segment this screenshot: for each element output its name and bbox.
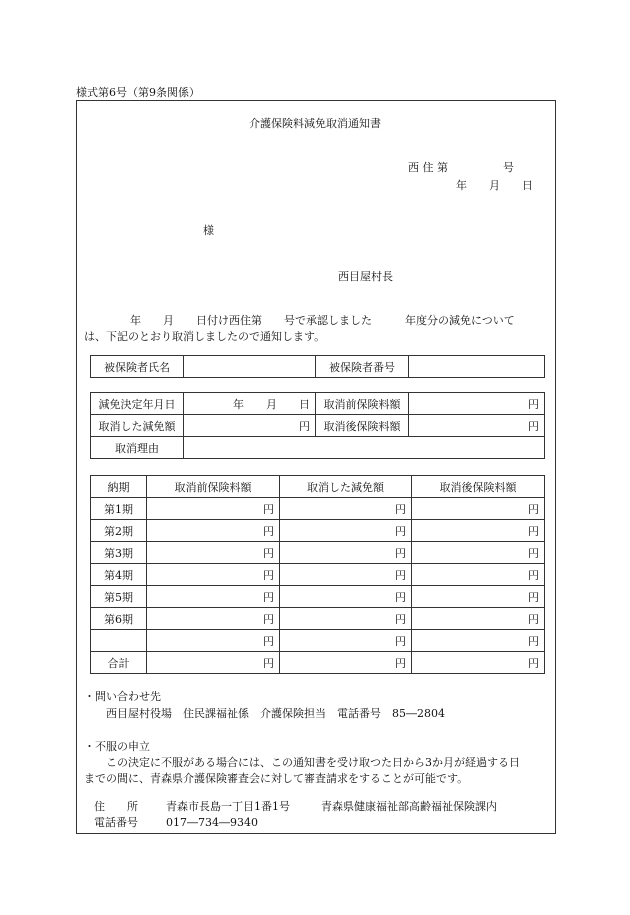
decision-date-label: 減免決定年月日: [91, 393, 184, 415]
insured-name-field[interactable]: [184, 356, 316, 378]
reason-field[interactable]: [184, 437, 545, 459]
header-after: 取消後保険料額: [412, 476, 545, 498]
schedule-header-row: [91, 476, 545, 498]
schedule-before-cell[interactable]: 円: [147, 542, 280, 564]
header-before: 取消前保険料額: [147, 476, 280, 498]
schedule-after-cell[interactable]: 円: [412, 608, 545, 630]
reason-label: 取消理由: [91, 437, 184, 459]
schedule-cancelled-cell[interactable]: 円: [280, 498, 412, 520]
schedule-row: [91, 608, 545, 630]
schedule-cancelled-cell[interactable]: 円: [280, 630, 412, 652]
insured-table: [90, 355, 545, 378]
schedule-after-cell[interactable]: 円: [412, 498, 545, 520]
schedule-row: [91, 520, 545, 542]
schedule-period-cell: 第1期: [91, 498, 147, 520]
schedule-row: [91, 630, 545, 652]
contact-heading: ・問い合わせ先: [84, 690, 161, 703]
issuer-name: 西目屋村長: [338, 270, 393, 283]
schedule-after-cell[interactable]: 円: [412, 630, 545, 652]
address-value: 青森市長島一丁目1番1号: [166, 800, 290, 813]
decision-date-field[interactable]: 年 月 日: [184, 393, 316, 415]
schedule-row: [91, 498, 545, 520]
document-number: 西 住 第 号: [408, 161, 514, 174]
header-cancelled: 取消した減免額: [280, 476, 412, 498]
appeal-line-2: までの間に、青森県介護保険審査会に対して審査請求をすることが可能です。: [84, 772, 469, 785]
schedule-before-cell[interactable]: 円: [147, 520, 280, 542]
after-total-field[interactable]: 円: [409, 415, 545, 437]
header-period: 納期: [91, 476, 147, 498]
document-title: 介護保険料減免取消通知書: [249, 117, 381, 130]
schedule-cancelled-cell[interactable]: 円: [280, 652, 412, 674]
before-total-label: 取消前保険料額: [316, 393, 409, 415]
schedule-period-cell: [91, 630, 147, 652]
insured-name-label: 被保険者氏名: [91, 356, 184, 378]
schedule-before-cell[interactable]: 円: [147, 652, 280, 674]
schedule-after-cell[interactable]: 円: [412, 564, 545, 586]
contact-detail: 西目屋村役場 住民課福祉係 介護保険担当 電話番号 85―2804: [106, 707, 445, 720]
schedule-period-cell: 第2期: [91, 520, 147, 542]
schedule-row: [91, 542, 545, 564]
office-name: 青森県健康福祉部高齢福祉保険課内: [321, 800, 497, 813]
schedule-cancelled-cell[interactable]: 円: [280, 520, 412, 542]
schedule-after-cell[interactable]: 円: [412, 542, 545, 564]
insured-number-label: 被保険者番号: [316, 356, 409, 378]
schedule-row: [91, 564, 545, 586]
appeal-heading: ・不服の申立: [84, 740, 150, 753]
schedule-before-cell[interactable]: 円: [147, 586, 280, 608]
schedule-cancelled-cell[interactable]: 円: [280, 564, 412, 586]
schedule-period-cell: 合計: [91, 652, 147, 674]
schedule-cancelled-cell[interactable]: 円: [280, 586, 412, 608]
schedule-before-cell[interactable]: 円: [147, 564, 280, 586]
schedule-after-cell[interactable]: 円: [412, 652, 545, 674]
schedule-row: [91, 652, 545, 674]
intro-line-2: は、下記のとおり取消しましたので通知します。: [84, 330, 326, 343]
cancelled-amount-label: 取消した減免額: [91, 415, 184, 437]
schedule-table: [90, 475, 545, 674]
insured-number-field[interactable]: [409, 356, 545, 378]
phone-value: 017―734―9340: [166, 816, 258, 829]
schedule-after-cell[interactable]: 円: [412, 520, 545, 542]
schedule-row: [91, 586, 545, 608]
phone-label: 電話番号: [94, 816, 138, 829]
cancelled-amount-field[interactable]: 円: [184, 415, 316, 437]
schedule-cancelled-cell[interactable]: 円: [280, 608, 412, 630]
schedule-period-cell: 第3期: [91, 542, 147, 564]
address-label: 住 所: [94, 800, 138, 813]
after-total-label: 取消後保険料額: [316, 415, 409, 437]
schedule-period-cell: 第6期: [91, 608, 147, 630]
schedule-before-cell[interactable]: 円: [147, 498, 280, 520]
before-total-field[interactable]: 円: [409, 393, 545, 415]
schedule-period-cell: 第5期: [91, 586, 147, 608]
schedule-after-cell[interactable]: 円: [412, 586, 545, 608]
schedule-before-cell[interactable]: 円: [147, 608, 280, 630]
form-label: 様式第6号（第9条関係）: [76, 86, 200, 99]
appeal-line-1: この決定に不服がある場合には、この通知書を受け取つた日から3か月が経過する日: [106, 756, 520, 769]
details-table: [90, 392, 545, 459]
schedule-cancelled-cell[interactable]: 円: [280, 542, 412, 564]
schedule-before-cell[interactable]: 円: [147, 630, 280, 652]
addressee-suffix: 様: [203, 224, 214, 237]
notice-frame: [76, 100, 556, 834]
schedule-period-cell: 第4期: [91, 564, 147, 586]
document-date: 年 月 日: [456, 179, 533, 192]
intro-line-1: 年 月 日付け西住第 号で承認しました 年度分の減免について: [130, 314, 515, 327]
